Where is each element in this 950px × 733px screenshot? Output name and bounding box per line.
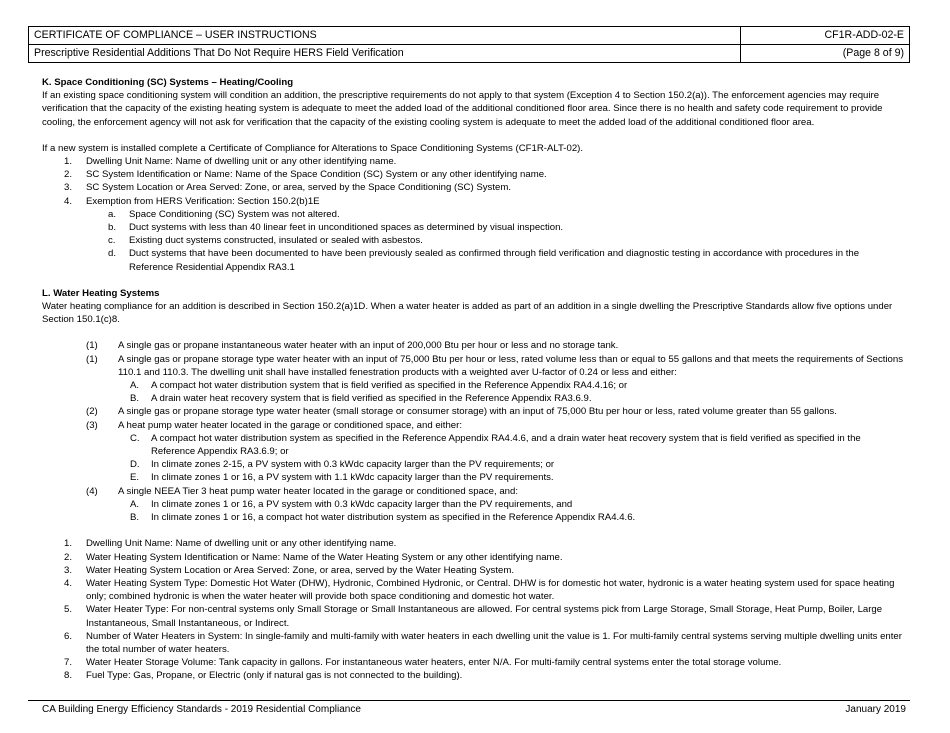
form-code: CF1R-ADD-02-E bbox=[740, 27, 909, 45]
option-sub-item: B. A drain water heat recovery system that is field verified as specified in the Reference Appendix RA3.6.9. bbox=[130, 393, 592, 405]
list-item: 6. Number of Water Heaters in System: In single-family and multi-family with water heaters in each dwelling unit the value is 1. For multi-family central systems serving multiple dwelling units enter the total number of water heaters. bbox=[64, 630, 902, 655]
sub-list-item: a. Space Conditioning (SC) System was not altered. bbox=[108, 208, 340, 220]
list-item: 3. SC System Location or Area Served: Zone, or area, served by the Space Conditioning (SC) System. bbox=[64, 182, 511, 194]
option-item: (1) A single gas or propane instantaneous water heater with an input of 200,000 Btu per hour or less and no storage tank. bbox=[86, 340, 619, 352]
list-item: 7. Water Heater Storage Volume: Tank capacity in gallons. For instantaneous water heaters, enter N/A. For multi-family central systems enter the total storage volume. bbox=[64, 657, 782, 669]
header-table bbox=[28, 26, 910, 63]
option-sub-item: E. In climate zones 1 or 16, a PV system with 1.1 kWdc capacity larger than the PV requirements. bbox=[130, 472, 554, 484]
option-item: (4) A single NEEA Tier 3 heat pump water heater located in the garage or conditioned space, and: bbox=[86, 485, 518, 497]
footer-date: January 2019 bbox=[845, 704, 906, 715]
list-item: 1. Dwelling Unit Name: Name of dwelling unit or any other identifying name. bbox=[64, 538, 397, 550]
sub-list-item: c. Existing duct systems constructed, insulated or sealed with asbestos. bbox=[108, 235, 423, 247]
list-item: 1. Dwelling Unit Name: Name of dwelling unit or any other identifying name. bbox=[64, 156, 397, 168]
list-item: 2. SC System Identification or Name: Name of the Space Condition (SC) System or any other identifying name. bbox=[64, 169, 547, 181]
section-l-title: L. Water Heating Systems bbox=[42, 287, 160, 299]
list-item: 2. Water Heating System Identification or Name: Name of the Water Heating System or any other identifying name. bbox=[64, 551, 563, 563]
document-title: CERTIFICATE OF COMPLIANCE – USER INSTRUCTIONS bbox=[29, 27, 741, 45]
water-heating-field-list bbox=[42, 537, 904, 682]
option-item: (2) A single gas or propane storage type water heater (small storage or consumer storage) with an input of 75,000 Btu per hour or less, rated volume greater than 55 gallons. bbox=[86, 406, 837, 418]
document-subtitle: Prescriptive Residential Additions That Do Not Require HERS Field Verification bbox=[29, 45, 741, 63]
section-k-title: K. Space Conditioning (SC) Systems – Heating/Cooling bbox=[42, 77, 294, 88]
document-body bbox=[42, 76, 904, 683]
footer-divider bbox=[28, 700, 910, 701]
list-item: 8. Fuel Type: Gas, Propane, or Electric (only if natural gas is not connected to the building). bbox=[64, 670, 463, 682]
section-k-list bbox=[42, 155, 904, 274]
option-sub-item: A. A compact hot water distribution system that is field verified as specified in the Reference Appendix RA4.4.16; or bbox=[130, 380, 628, 392]
page-number: (Page 8 of 9) bbox=[740, 45, 909, 63]
option-sub-item: C. A compact hot water distribution system as specified in the Reference Appendix RA4.4.6, and a drain water heat recovery system that is field verified as specified in the Reference Appendix RA3.6.9; or bbox=[130, 432, 861, 458]
water-heater-options bbox=[42, 339, 904, 524]
option-sub-item: D. In climate zones 2-15, a PV system with 0.3 kWdc capacity larger than the PV requirements; or bbox=[130, 459, 555, 471]
option-item: (3) A heat pump water heater located in the garage or conditioned space, and either: bbox=[86, 419, 463, 431]
list-item: 4. Water Heating System Type: Domestic Hot Water (DHW), Hydronic, Combined Hydronic, or Central. DHW is for domestic hot water, hydronic is a water heating system used for space heating only; combined hydronic is when the water heater will provide both space conditioning and domestic hot water. bbox=[64, 577, 895, 603]
option-item: (1) A single gas or propane storage type water heater with an input of 75,000 Btu per hour or less, rated volume less than or equal to 55 gallons and that meets the requirements of Sections 110.1 and 110.3. The dwelling unit shall have installed fenestration products with a weighted aver U-factor of 0.24 or less and either: bbox=[86, 353, 904, 378]
list-item: 5. Water Heater Type: For non-central systems only Small Storage or Small Instantaneous are allowed. For central systems pick from Large Storage, Small Storage, Heat Pump, Boiler, Large Instantaneous, Small Instantaneous, or Indirect. bbox=[64, 604, 883, 629]
section-l-intro: Water heating compliance for an addition is described in Section 150.2(a)1D. When a water heater is added as part of an addition in a single dwelling the Prescriptive Standards allow five options under Section 150.1(c)8. bbox=[42, 301, 893, 326]
option-sub-item: A. In climate zones 1 or 16, a PV system with 0.3 kWdc capacity larger than the PV requirements, and bbox=[130, 498, 573, 510]
section-k-paragraph-1: If an existing space conditioning system will condition an addition, the prescriptive requirements do not apply to that system (Exception 4 to Section 150.2(a)). The enforcement agencies may require verification that the capacity of the existing heating system is adequate to meet the added load of the additional conditioned floor area. Since there is no health and safety code requirement to provide cooling, the enforcement agency will not ask for verification that the capacity of the existing cooling system is adequate to meet the added load of the additional conditioned floor area. bbox=[42, 90, 883, 128]
list-item: 3. Water Heating System Location or Area Served: Zone, or area, served by the Water Heating System. bbox=[64, 564, 515, 576]
sub-list-item: b. Duct systems with less than 40 linear feet in unconditioned spaces as determined by visual inspection. bbox=[108, 222, 564, 234]
footer-standards: CA Building Energy Efficiency Standards - 2019 Residential Compliance bbox=[42, 704, 361, 715]
list-item: 4. Exemption from HERS Verification: Section 150.2(b)1E bbox=[64, 195, 320, 207]
option-sub-item: B. In climate zones 1 or 16, a compact hot water distribution system as specified in the Reference Appendix RA4.4.6. bbox=[130, 512, 636, 524]
section-k-paragraph-2: If a new system is installed complete a Certificate of Compliance for Alterations to Space Conditioning Systems (CF1R-ALT-02). bbox=[42, 142, 584, 154]
sub-list-item: d. Duct systems that have been documented to have been previously sealed as confirmed through field verification and diagnostic testing in accordance with procedures in the Reference Residential Appendix RA3.1 bbox=[108, 248, 860, 273]
